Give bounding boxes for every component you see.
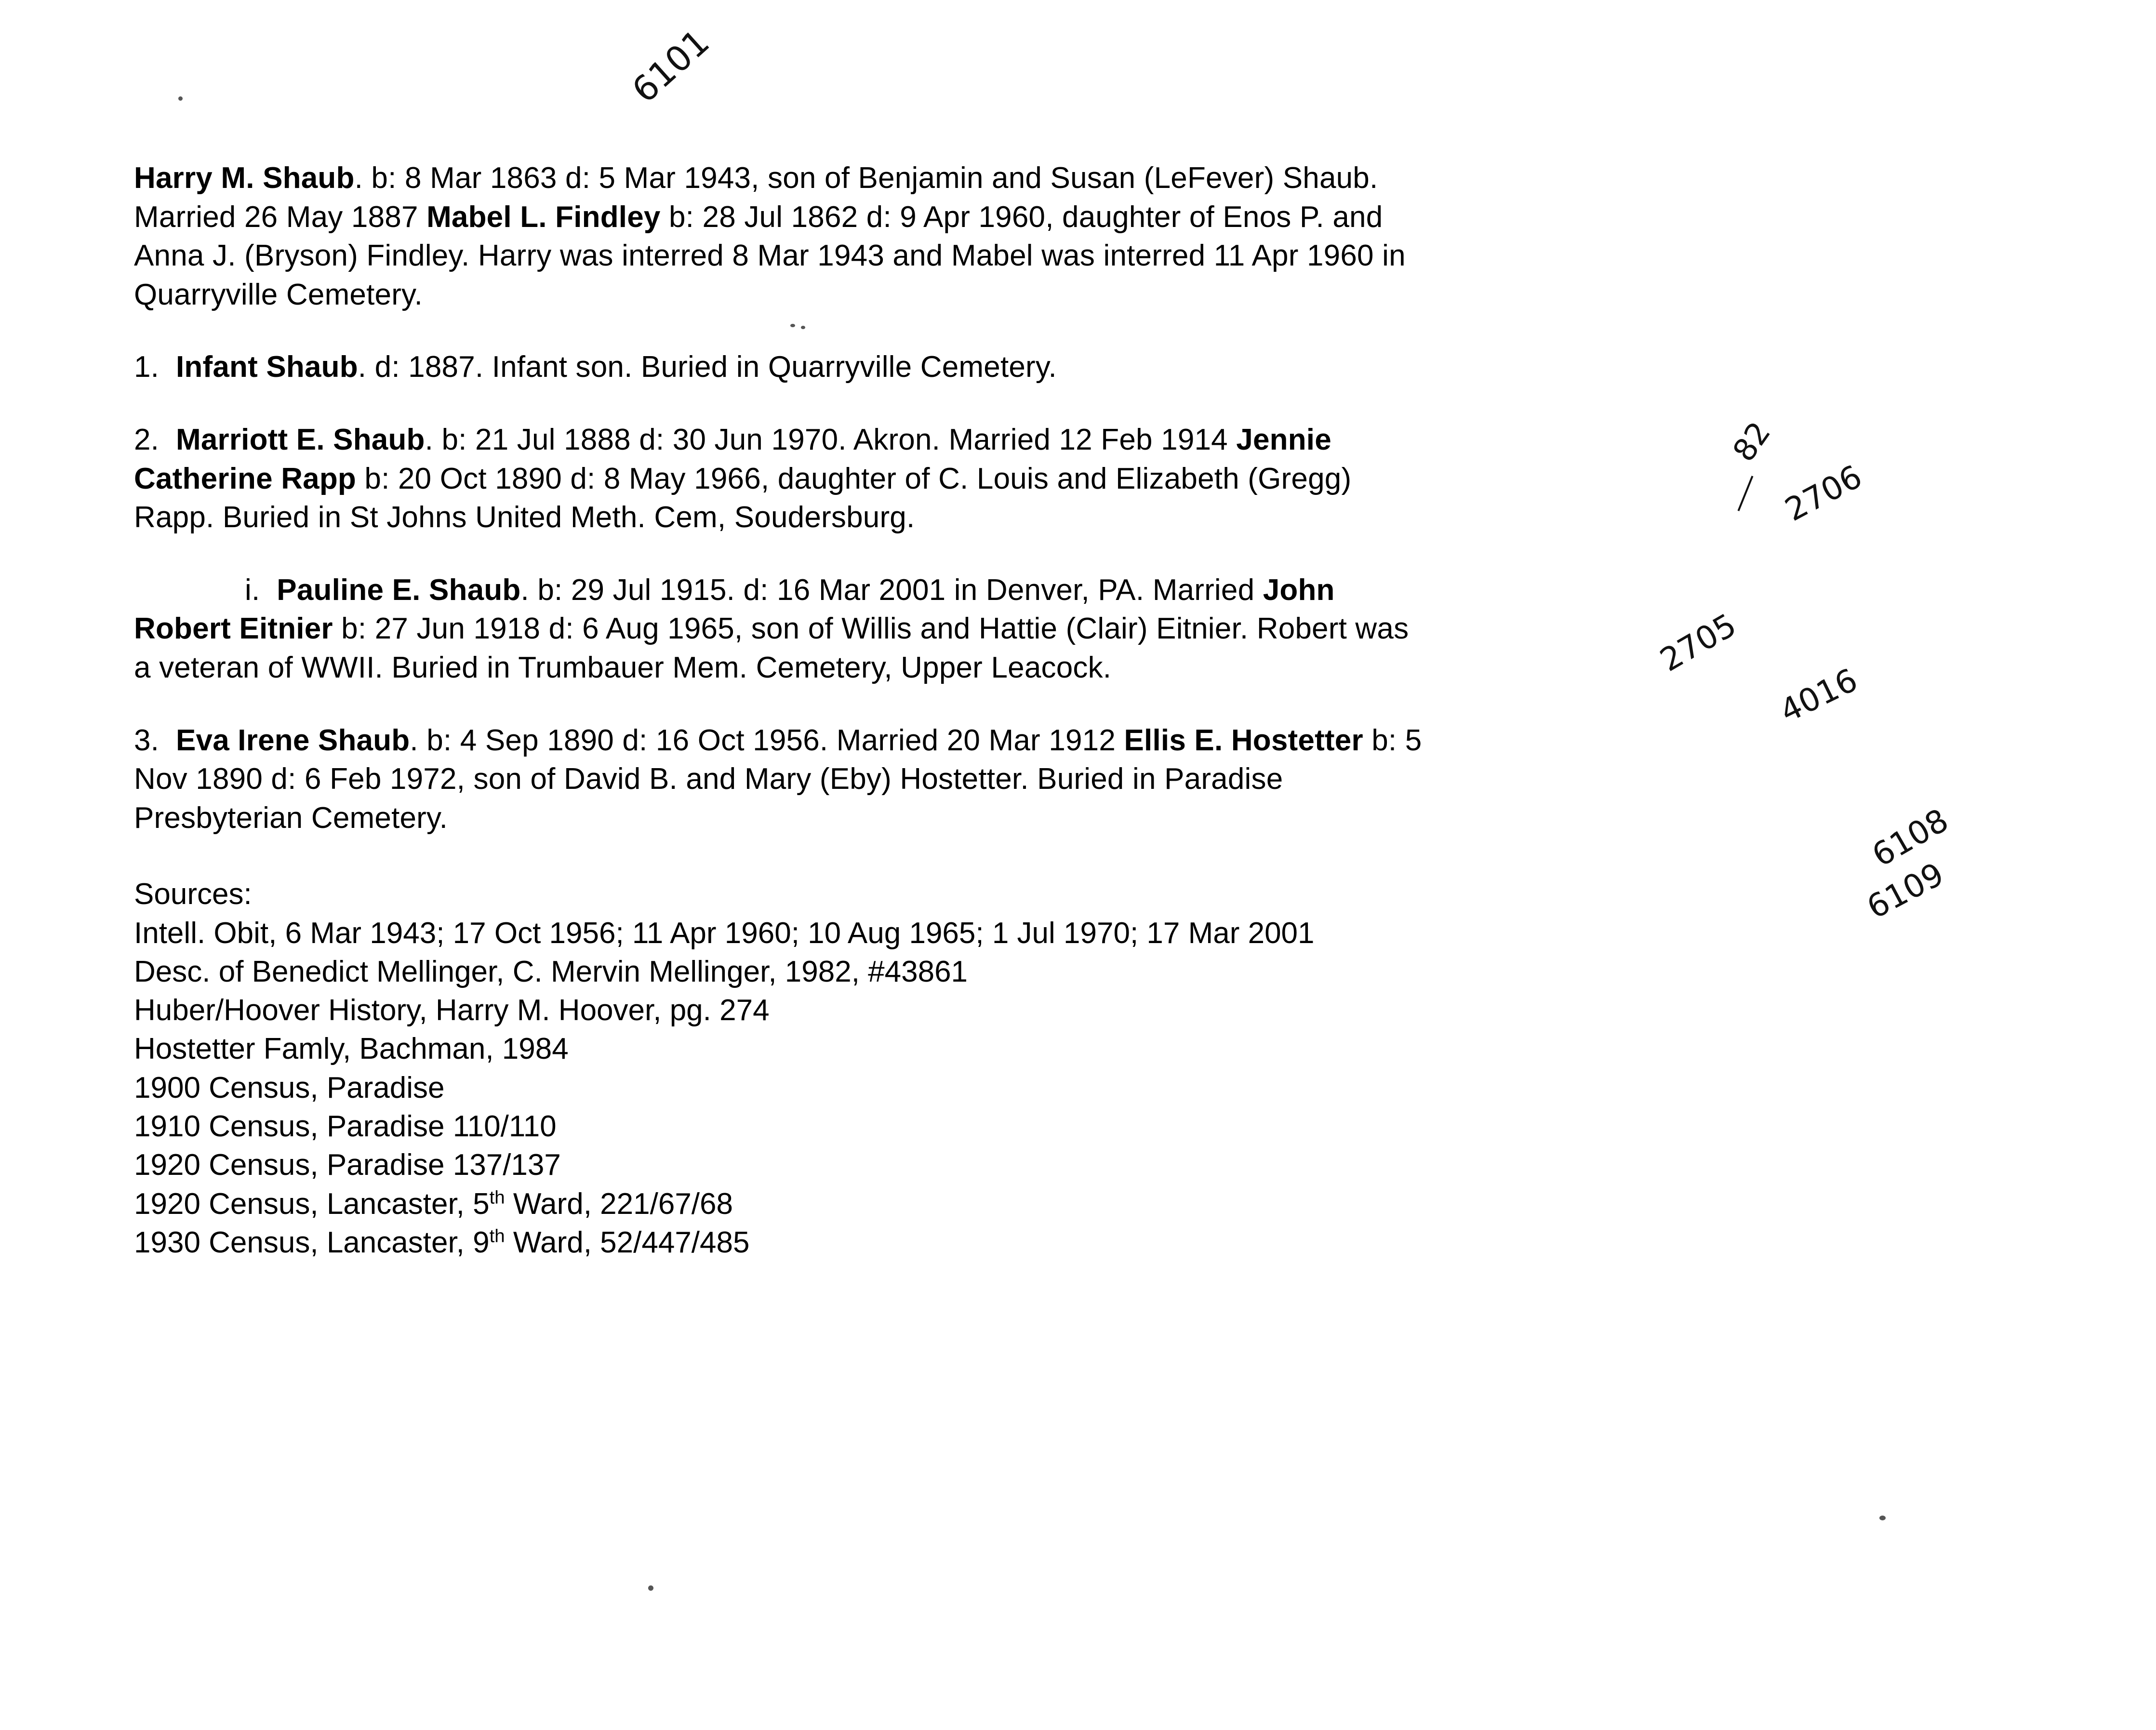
main-entry-line2-pre: Married 26 May 1887: [134, 200, 427, 234]
child-2-spouse-part1: Jennie: [1236, 423, 1331, 456]
handwritten-annotation-6108: 6108: [1866, 801, 1955, 874]
source-1930-pre: 1930 Census, Lancaster, 9: [134, 1225, 490, 1259]
sources-section: [134, 875, 1917, 1262]
grandchild-line3: a veteran of WWII. Buried in Trumbauer Mem. Cemetery, Upper Leacock.: [134, 651, 1112, 684]
document-body: [134, 159, 1917, 1262]
source-1930-post: Ward, 52/447/485: [505, 1225, 750, 1259]
main-entry-line1-rest: . b: 8 Mar 1863 d: 5 Mar 1943, son of Benjamin and Susan (LeFever) Shaub.: [354, 161, 1378, 195]
source-1920-pre: 1920 Census, Lancaster, 5: [134, 1187, 490, 1221]
scan-speck: [178, 96, 183, 101]
spacer: [134, 688, 1917, 721]
handwritten-annotation-2706: 2706: [1779, 458, 1868, 529]
child-3-spouse: Ellis E. Hostetter: [1124, 723, 1363, 757]
child-2-number: 2.: [134, 423, 160, 456]
grandchild-spouse-part1: John: [1263, 573, 1335, 607]
sources-heading: Sources:: [134, 878, 252, 911]
source-line: Intell. Obit, 6 Mar 1943; 17 Oct 1956; 11 Apr 1960; 10 Aug 1965; 1 Jul 1970; 17 Mar 2001: [134, 916, 1315, 950]
child-1-text: . d: 1887. Infant son. Buried in Quarryville Cemetery.: [358, 350, 1057, 384]
source-line: 1900 Census, Paradise: [134, 1071, 445, 1105]
handwritten-annotation-6101: 6101: [624, 21, 717, 111]
child-3-line3: Presbyterian Cemetery.: [134, 801, 448, 835]
source-1930-ordinal: th: [489, 1225, 505, 1247]
main-entry-paragraph: [134, 159, 1917, 314]
grandchild-line2-rest: b: 27 Jun 1918 d: 6 Aug 1965, son of Willis and Hattie (Clair) Eitnier. Robert was: [333, 612, 1409, 646]
child-2-line2-rest: b: 20 Oct 1890 d: 8 May 1966, daughter of C. Louis and Elizabeth (Gregg): [356, 462, 1352, 495]
main-entry-name: Harry M. Shaub: [134, 161, 355, 195]
source-line: Hostetter Famly, Bachman, 1984: [134, 1032, 569, 1066]
child-3-line1-tail: b: 5: [1363, 723, 1422, 757]
child-3-name: Eva Irene Shaub: [175, 723, 410, 757]
source-line: Desc. of Benedict Mellinger, C. Mervin Mellinger, 1982, #43861: [134, 955, 968, 988]
child-2-line1-rest: . b: 21 Jul 1888 d: 30 Jun 1970. Akron. Married 12 Feb 1914: [425, 423, 1237, 456]
main-entry-line2-rest: b: 28 Jul 1862 d: 9 Apr 1960, daughter of Enos P. and: [660, 200, 1383, 234]
source-line-1920-lancaster: [134, 1185, 1917, 1224]
source-line-1930-lancaster: [134, 1224, 1917, 1262]
child-3-number: 3.: [134, 723, 160, 757]
scan-speck: [1879, 1516, 1886, 1520]
spacer: [134, 537, 1917, 571]
child-1-name: Infant Shaub: [175, 350, 358, 384]
scan-speck: [648, 1585, 653, 1591]
spacer: [134, 838, 1917, 875]
spacer: [134, 314, 1917, 348]
grandchild-number: i.: [245, 573, 260, 607]
handwritten-annotation-82: 82: [1726, 415, 1778, 468]
child-3-line1-rest: . b: 4 Sep 1890 d: 16 Oct 1956. Married 20 Mar 1912: [410, 723, 1124, 757]
child-2-spouse-part2: Catherine Rapp: [134, 462, 356, 495]
source-line: 1920 Census, Paradise 137/137: [134, 1148, 561, 1182]
source-1920-ordinal: th: [489, 1186, 505, 1208]
source-line: 1910 Census, Paradise 110/110: [134, 1110, 557, 1143]
grandchild-line1-rest: . b: 29 Jul 1915. d: 16 Mar 2001 in Denver, PA. Married: [520, 573, 1263, 607]
grandchild-entry-i: [134, 571, 1917, 688]
source-1920-post: Ward, 221/67/68: [505, 1187, 733, 1221]
handwritten-annotation-6109: 6109: [1861, 855, 1950, 926]
child-entry-3: [134, 721, 1917, 838]
child-entry-2: [134, 421, 1917, 537]
child-1-number: 1.: [134, 350, 160, 384]
child-3-line2: Nov 1890 d: 6 Feb 1972, son of David B. and Mary (Eby) Hostetter. Buried in Paradise: [134, 762, 1283, 796]
grandchild-spouse-part2: Robert Eitnier: [134, 612, 333, 646]
main-entry-spouse-name: Mabel L. Findley: [426, 200, 661, 234]
main-entry-line4: Quarryville Cemetery.: [134, 278, 423, 311]
main-entry-line3: Anna J. (Bryson) Findley. Harry was interred 8 Mar 1943 and Mabel was interred 11 Apr 1960 in: [134, 239, 1406, 273]
spacer: [134, 387, 1917, 421]
child-2-line3: Rapp. Buried in St Johns United Meth. Cem, Soudersburg.: [134, 501, 915, 534]
handwritten-annotation-4016: 4016: [1774, 661, 1863, 730]
source-line: Huber/Hoover History, Harry M. Hoover, pg. 274: [134, 994, 770, 1027]
child-2-name: Marriott E. Shaub: [175, 423, 425, 456]
handwritten-annotation-2705: 2705: [1654, 606, 1743, 679]
child-entry-1: [134, 348, 1917, 387]
grandchild-name: Pauline E. Shaub: [277, 573, 521, 607]
